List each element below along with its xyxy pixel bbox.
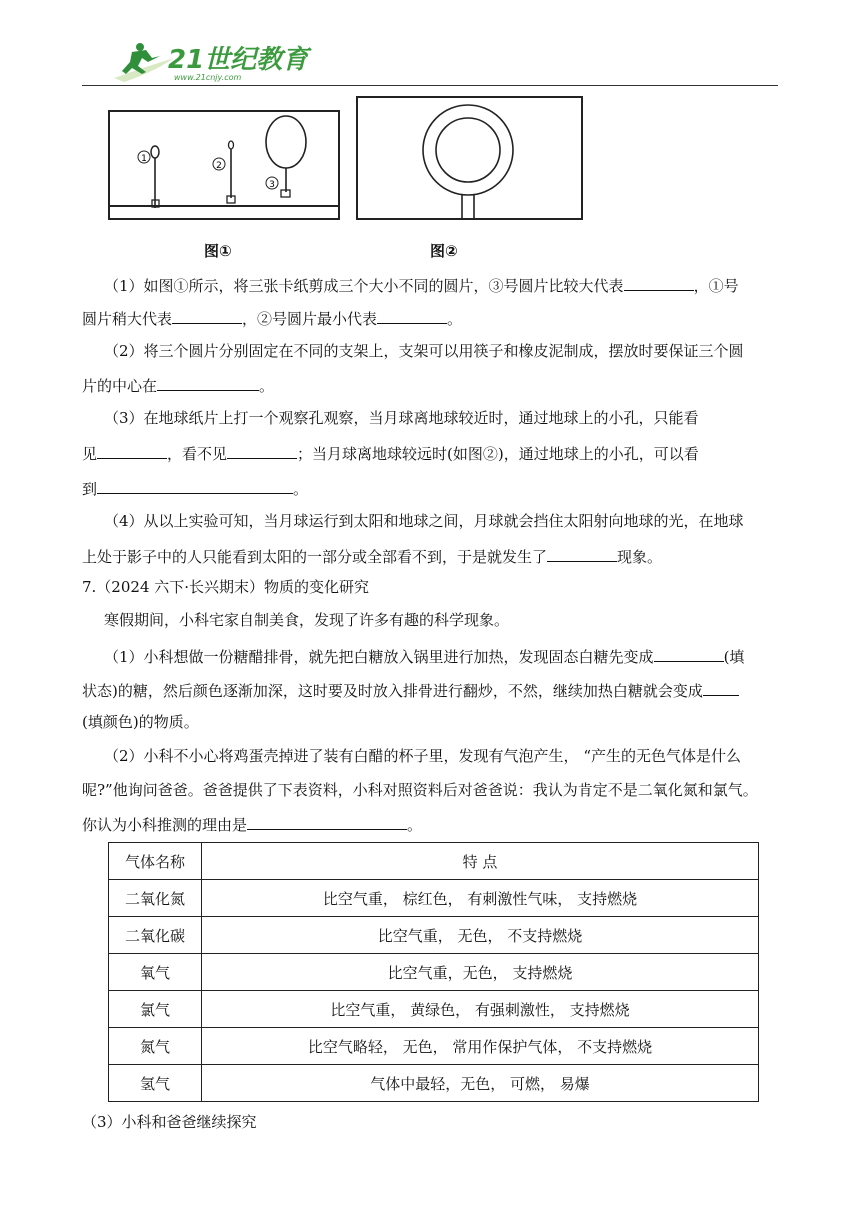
- answer-blank[interactable]: [247, 813, 407, 830]
- q7-part2-line1: （2）小科不小心将鸡蛋壳掉进了装有白醋的杯子里，发现有气泡产生， “产生的无色气体是什么: [104, 747, 741, 765]
- q7-intro: 寒假期间，小科宅家自制美食，发现了许多有趣的科学现象。: [104, 611, 510, 629]
- figure-1-label-3: 3: [269, 180, 275, 190]
- table-row: [109, 1028, 759, 1065]
- figure-1: [108, 110, 340, 220]
- table-row: [109, 954, 759, 991]
- q6-part3-line1: （3）在地球纸片上打一个观察孔观察，当月球离地球较近时，通过地球上的小孔，只能看: [104, 409, 699, 427]
- table-cell: 氯气: [109, 991, 202, 1028]
- logo-text: 21世纪教育: [168, 45, 309, 75]
- table-row: [109, 880, 759, 917]
- table-header-cell: 气体名称: [109, 843, 202, 880]
- q7-part1-line3: (填颜色)的物质。: [82, 713, 199, 731]
- answer-blank[interactable]: [172, 307, 242, 324]
- q6-part2-line2: 片的中心在 。: [82, 374, 778, 396]
- answer-blank[interactable]: [624, 274, 694, 291]
- answer-blank[interactable]: [377, 307, 447, 324]
- gas-properties-table: [108, 842, 759, 1102]
- table-header-cell: 特 点: [202, 843, 759, 880]
- q7-part1-line1: （1）小科想做一份糖醋排骨，就先把白糖放入锅里进行加热，发现固态白糖先变成 (填: [82, 645, 800, 667]
- answer-blank[interactable]: [97, 477, 293, 494]
- figure-1-caption: 图①: [204, 242, 232, 260]
- figure-1-label-1: 1: [141, 154, 147, 164]
- answer-blank[interactable]: [157, 374, 259, 391]
- answer-blank[interactable]: [547, 545, 617, 562]
- table-cell: 二氧化氮: [109, 880, 202, 917]
- table-cell: 比空气略轻， 无色， 常用作保护气体， 不支持燃烧: [202, 1028, 759, 1065]
- q6-part1-line2: 圆片稍大代表 ，②号圆片最小代表 。: [82, 307, 778, 329]
- q7-part2-line2: 呢?”他询问爸爸。爸爸提供了下表资料，小科对照资料后对爸爸说：我认为肯定不是二氧化氮和氯气。: [82, 781, 758, 799]
- table-row: [109, 1065, 759, 1102]
- table-cell: 比空气重，无色， 支持燃烧: [202, 954, 759, 991]
- figure-2: [356, 96, 583, 220]
- figure-1-label-2: 2: [216, 161, 222, 171]
- table-cell: 比空气重， 无色， 不支持燃烧: [202, 917, 759, 954]
- q7-part3: （3）小科和爸爸继续探究: [82, 1113, 257, 1131]
- table-cell: 氧气: [109, 954, 202, 991]
- table-cell: 气体中最轻，无色， 可燃， 易爆: [202, 1065, 759, 1102]
- header-divider: [82, 85, 778, 86]
- table-header-row: [109, 843, 759, 880]
- table-row: [109, 991, 759, 1028]
- q6-part2-line1: （2）将三个圆片分别固定在不同的支架上，支架可以用筷子和橡皮泥制成，摆放时要保证三个圆: [104, 342, 744, 360]
- figure-2-ring-drawing: [358, 98, 581, 218]
- answer-blank[interactable]: [654, 645, 724, 662]
- table-cell: 二氧化碳: [109, 917, 202, 954]
- table-row: [109, 917, 759, 954]
- q6-part4-line1: （4）从以上实验可知，当月球运行到太阳和地球之间，月球就会挡住太阳射向地球的光，在地球: [104, 512, 744, 530]
- q6-part3-line3: 到 。: [82, 477, 778, 499]
- table-cell: 氮气: [109, 1028, 202, 1065]
- logo-runner-icon: [102, 38, 352, 84]
- q6-part3-line2: 见 ，看不见 ；当月球离地球较远时(如图②)，通过地球上的小孔，可以看: [82, 442, 778, 464]
- answer-blank[interactable]: [97, 442, 167, 459]
- q6-part4-line2: 上处于影子中的人只能看到太阳的一部分或全部看不到，于是就发生了 现象。: [82, 545, 778, 567]
- page-header: [82, 38, 778, 88]
- q7-part2-line3: 你认为小科推测的理由是 。: [82, 813, 778, 835]
- figure-2-caption: 图②: [430, 242, 458, 260]
- answer-blank[interactable]: [227, 442, 297, 459]
- q6-part1-line1: （1）如图①所示，将三张卡纸剪成三个大小不同的圆片，③号圆片比较大代表 ，①号: [82, 274, 800, 296]
- table-cell: 比空气重， 黄绿色， 有强刺激性， 支持燃烧: [202, 991, 759, 1028]
- answer-blank[interactable]: [703, 679, 739, 696]
- q7-title: 7.（2024 六下·长兴期末）物质的变化研究: [82, 578, 370, 596]
- figure-1-drawing: [110, 112, 338, 218]
- logo-url: www.21cnjy.com: [174, 73, 242, 82]
- table-cell: 比空气重， 棕红色， 有刺激性气味， 支持燃烧: [202, 880, 759, 917]
- figures: [104, 94, 594, 269]
- table-cell: 氢气: [109, 1065, 202, 1102]
- q7-part1-line2: 状态)的糖，然后颜色逐渐加深，这时要及时放入排骨进行翻炒，不然，继续加热白糖就会变成: [82, 679, 778, 701]
